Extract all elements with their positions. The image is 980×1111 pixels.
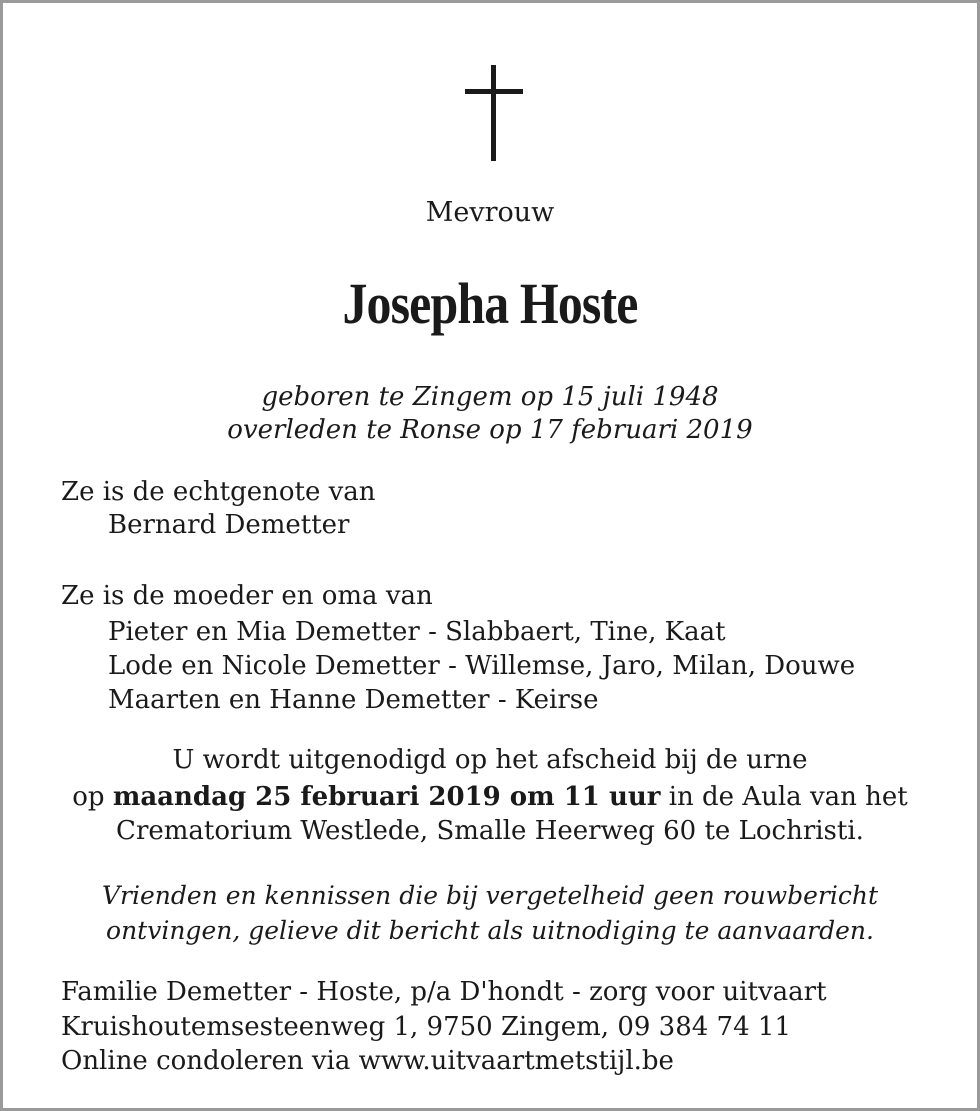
death-line: overleden te Ronse op 17 februari 2019 — [227, 415, 753, 445]
birth-line: geboren te Zingem op 15 juli 1948 — [261, 382, 719, 412]
family-intro: Ze is de moeder en oma van — [61, 581, 433, 611]
spouse-name: Bernard Demetter — [108, 510, 350, 540]
contact-line: Online condoleren via www.uitvaartmetstijl.be — [61, 1046, 674, 1076]
family-line: Lode en Nicole Demetter - Willemse, Jaro, Milan, Douwe — [108, 651, 856, 681]
note-line: ontvingen, gelieve dit bericht als uitnodiging te aanvaarden. — [106, 916, 874, 945]
contact-line: Familie Demetter - Hoste, p/a D'hondt - zorg voor uitvaart — [61, 977, 827, 1007]
deceased-name: Josepha Hoste — [342, 271, 638, 336]
invitation-prefix: op — [72, 782, 113, 812]
salutation: Mevrouw — [425, 197, 555, 228]
invitation-line-3: Crematorium Westlede, Smalle Heerweg 60 te Lochristi. — [116, 816, 864, 846]
contact-line: Kruishoutemsesteenweg 1, 9750 Zingem, 09 384 74 11 — [61, 1012, 791, 1042]
family-line: Pieter en Mia Demetter - Slabbaert, Tine, Kaat — [108, 617, 726, 647]
invitation-suffix: in de Aula van het — [660, 782, 908, 812]
spouse-intro: Ze is de echtgenote van — [61, 477, 376, 507]
invitation-line-2 — [3, 780, 977, 814]
family-line: Maarten en Hanne Demetter - Keirse — [108, 685, 599, 715]
invitation-line-1: U wordt uitgenodigd op het afscheid bij de urne — [172, 745, 808, 775]
cross-icon — [465, 65, 523, 161]
note-line: Vrienden en kennissen die bij vergetelheid geen rouwbericht — [101, 881, 879, 910]
ceremony-datetime: maandag 25 februari 2019 om 11 uur — [112, 782, 661, 812]
